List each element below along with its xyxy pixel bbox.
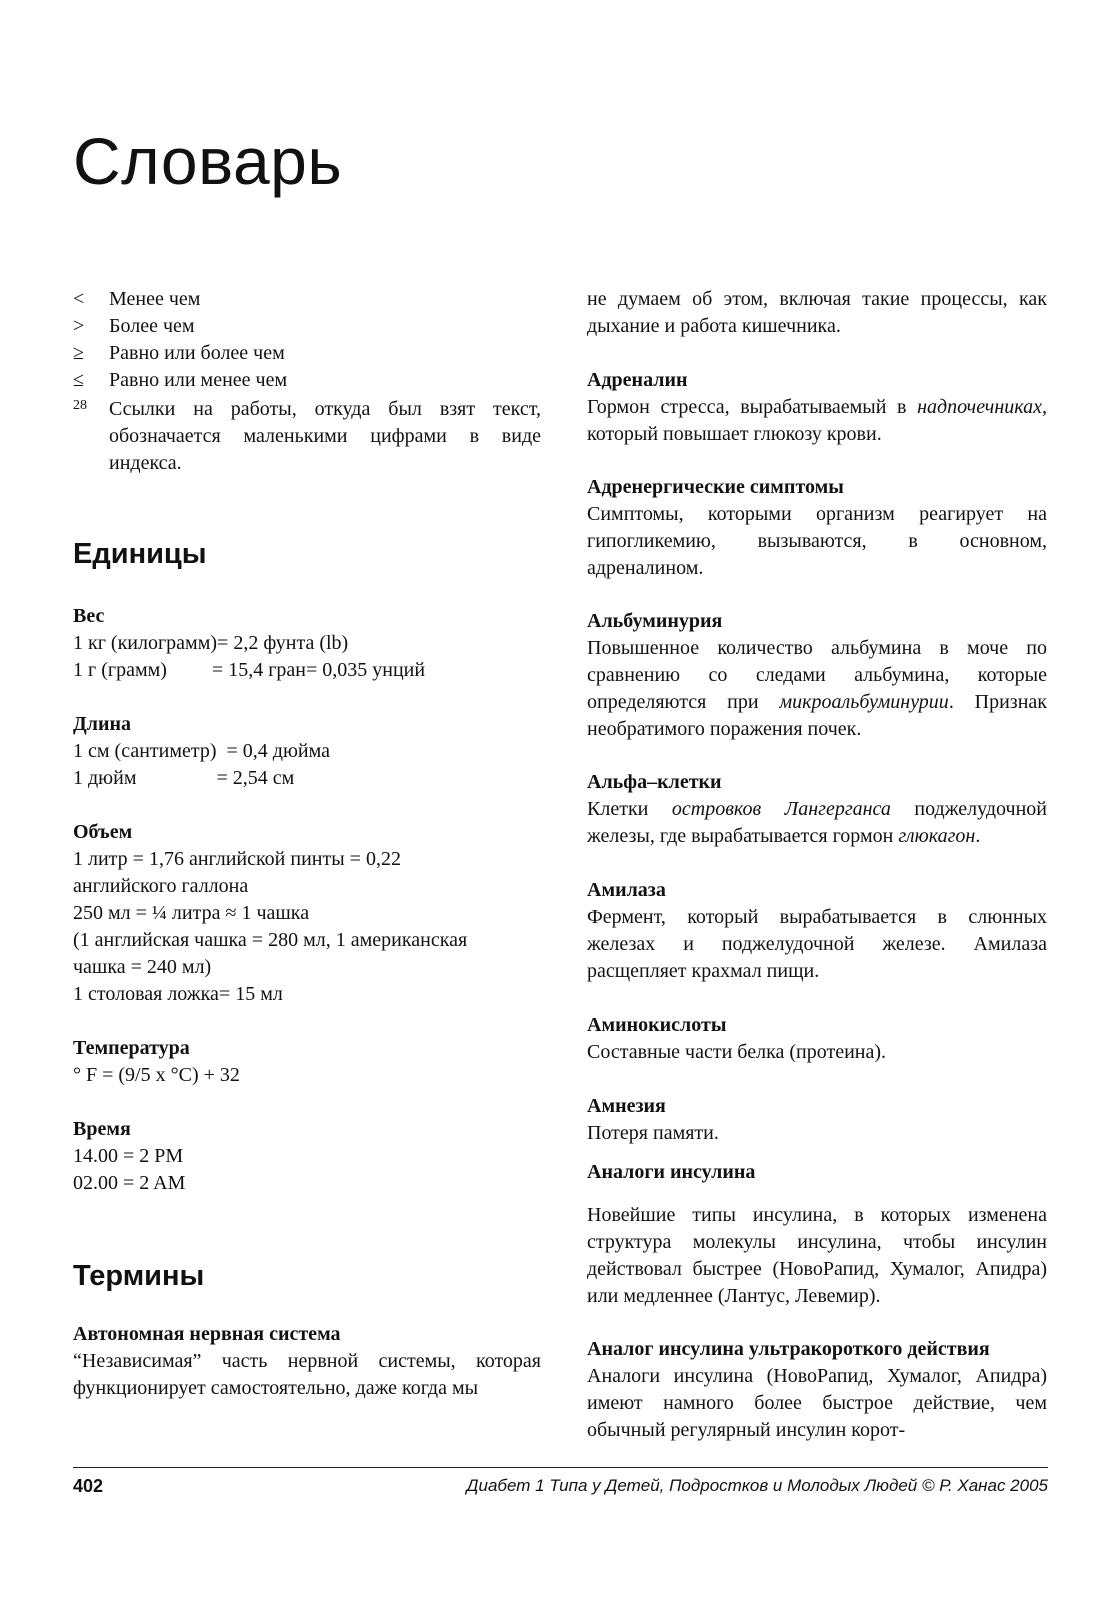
- unit-line: чашка = 240 мл): [73, 956, 212, 978]
- unit-line: 1 литр = 1,76 английской пинты = 0,22: [73, 848, 401, 870]
- unit-line: 1 г (грамм) = 15,4 гран= 0,035 унций: [73, 659, 426, 681]
- term-heading: Автономная нервная система: [73, 1323, 341, 1345]
- symbol-meaning: Равно или более чем: [109, 342, 285, 364]
- unit-line: ° F = (9/5 x °C) + 32: [73, 1064, 240, 1086]
- unit-group-volume: [73, 819, 541, 1008]
- term-text: , который повышает глюкозу крови.: [587, 396, 1047, 445]
- unit-group-heading: Объем: [73, 821, 133, 843]
- term-definition: “Независимая” часть нервной системы, которая функционирует самостоятельно, даже когда мы: [73, 1350, 541, 1399]
- term-entry: [587, 367, 1047, 448]
- unit-group-heading: Вес: [73, 605, 105, 627]
- term-italic-text: микроальбуминурии: [779, 691, 949, 713]
- footer-page-number: 402: [73, 1476, 104, 1496]
- terms-heading: Термины: [73, 1260, 205, 1292]
- symbol-row: [73, 313, 541, 340]
- term-definition: Фермент, который вырабатывается в слюнных железах и поджелудочной железе. Амилаза расщепляет крахмал пищи.: [587, 906, 1047, 982]
- term-definition: Новейшие типы инсулина, в которых изменена структура молекулы инсулина, чтобы инсулин действовал быстрее (НовоРапид, Хумалог, Апидра) или медленнее (Лантус, Левемир).: [587, 1204, 1047, 1307]
- unit-group-heading: Длина: [73, 713, 132, 735]
- term-italic-text: островков Лангерганса: [671, 798, 891, 820]
- term-text: поджелудочной железы, где вырабатывается гормон: [587, 798, 1047, 847]
- term-entry: [587, 1093, 1047, 1147]
- unit-group-time: [73, 1116, 541, 1197]
- term-definition: Аналоги инсулина (НовоРапид, Хумалог, Апидра) имеют намного более быстрое действие, чем обычный регулярный инсулин корот-: [587, 1365, 1047, 1441]
- symbol-greater-than: >: [73, 315, 85, 337]
- term-entry: [587, 1159, 1047, 1310]
- symbol-meaning: Ссылки на работы, откуда был взят текст, обозначается маленькими цифрами в виде индекса.: [109, 398, 541, 474]
- term-entry: [587, 1336, 1047, 1444]
- term-definition: [587, 394, 1047, 448]
- symbol-meaning: Менее чем: [109, 288, 201, 310]
- unit-group-heading: Температура: [73, 1037, 190, 1059]
- term-definition: Потеря памяти.: [587, 1122, 719, 1144]
- term-heading: Адреналин: [587, 369, 688, 391]
- term-heading: Амнезия: [587, 1095, 666, 1117]
- term-definition: Симптомы, которыми организм реагирует на гипогликемию, вызываются, в основном, адреналином.: [587, 503, 1047, 579]
- term-heading: Альфа–клетки: [587, 771, 722, 793]
- symbol-row: [73, 396, 541, 477]
- term-definition: [587, 635, 1047, 743]
- term-definition: Составные части белка (протеина).: [587, 1041, 887, 1063]
- units-heading: Единицы: [73, 538, 207, 570]
- term-text: . Признак необратимого поражения почек.: [587, 691, 1047, 740]
- term-definition: [587, 796, 1047, 850]
- unit-line: английского галлона: [73, 875, 249, 897]
- unit-line: 250 мл = ¼ литра ≈ 1 чашка: [73, 902, 310, 924]
- symbol-row: [73, 286, 541, 313]
- footer-book-title: Диабет 1 Типа у Детей, Подростков и Молодых Людей © Р. Ханас 2005: [466, 1476, 1048, 1495]
- symbol-meaning: Более чем: [109, 315, 195, 337]
- term-entry: [587, 769, 1047, 850]
- term-heading: Аминокислоты: [587, 1014, 727, 1036]
- term-italic-text: глюкагон: [898, 825, 976, 847]
- unit-group-temperature: [73, 1035, 541, 1089]
- symbol-row: [73, 367, 541, 396]
- unit-line: 02.00 = 2 AM: [73, 1172, 186, 1194]
- symbol-meaning: Равно или менее чем: [109, 369, 288, 391]
- unit-group-heading: Время: [73, 1118, 131, 1140]
- symbol-list: [73, 286, 541, 477]
- unit-group-weight: [73, 603, 541, 684]
- term-continuation: не думаем об этом, включая такие процессы, как дыхание и работа кишечника.: [587, 288, 1047, 337]
- left-column: [73, 286, 541, 1402]
- symbol-greater-equal: ≥: [73, 342, 84, 364]
- term-text: .: [975, 825, 981, 847]
- symbol-row: [73, 340, 541, 367]
- symbol-less-than: <: [73, 288, 85, 310]
- term-entry: [587, 877, 1047, 985]
- term-heading: Альбуминурия: [587, 610, 723, 632]
- term-entry: [587, 608, 1047, 743]
- term-text: Клетки: [587, 798, 672, 820]
- term-italic-text: надпочечниках: [917, 396, 1042, 418]
- term-entry: [587, 1012, 1047, 1066]
- term-text: Повышенное количество альбумина в моче по сравнению со следами альбумина, которые определяются при: [587, 637, 1047, 713]
- term-text: Гормон стресса, вырабатываемый в: [587, 396, 918, 418]
- symbol-less-equal: ≤: [73, 369, 84, 391]
- unit-line: 1 кг (килограмм)= 2,2 фунта (lb): [73, 632, 349, 654]
- unit-line: (1 английская чашка = 280 мл, 1 американская: [73, 929, 468, 951]
- term-entry: [73, 1321, 541, 1402]
- unit-line: 14.00 = 2 PM: [73, 1145, 184, 1167]
- symbol-superscript-index: 28: [73, 398, 87, 413]
- unit-group-length: [73, 711, 541, 792]
- term-heading: Аналог инсулина ультракороткого действия: [587, 1338, 990, 1360]
- unit-line: 1 см (сантиметр) = 0,4 дюйма: [73, 740, 331, 762]
- term-heading: Амилаза: [587, 879, 666, 901]
- term-heading: Адренергические симптомы: [587, 476, 844, 498]
- right-column: [587, 286, 1047, 1444]
- unit-line: 1 столовая ложка= 15 мл: [73, 983, 283, 1005]
- unit-line: 1 дюйм = 2,54 см: [73, 767, 295, 789]
- term-entry: [587, 474, 1047, 582]
- term-heading: Аналоги инсулина: [587, 1161, 756, 1183]
- page-title: Словарь: [73, 124, 343, 198]
- footer-rule: [73, 1467, 1048, 1468]
